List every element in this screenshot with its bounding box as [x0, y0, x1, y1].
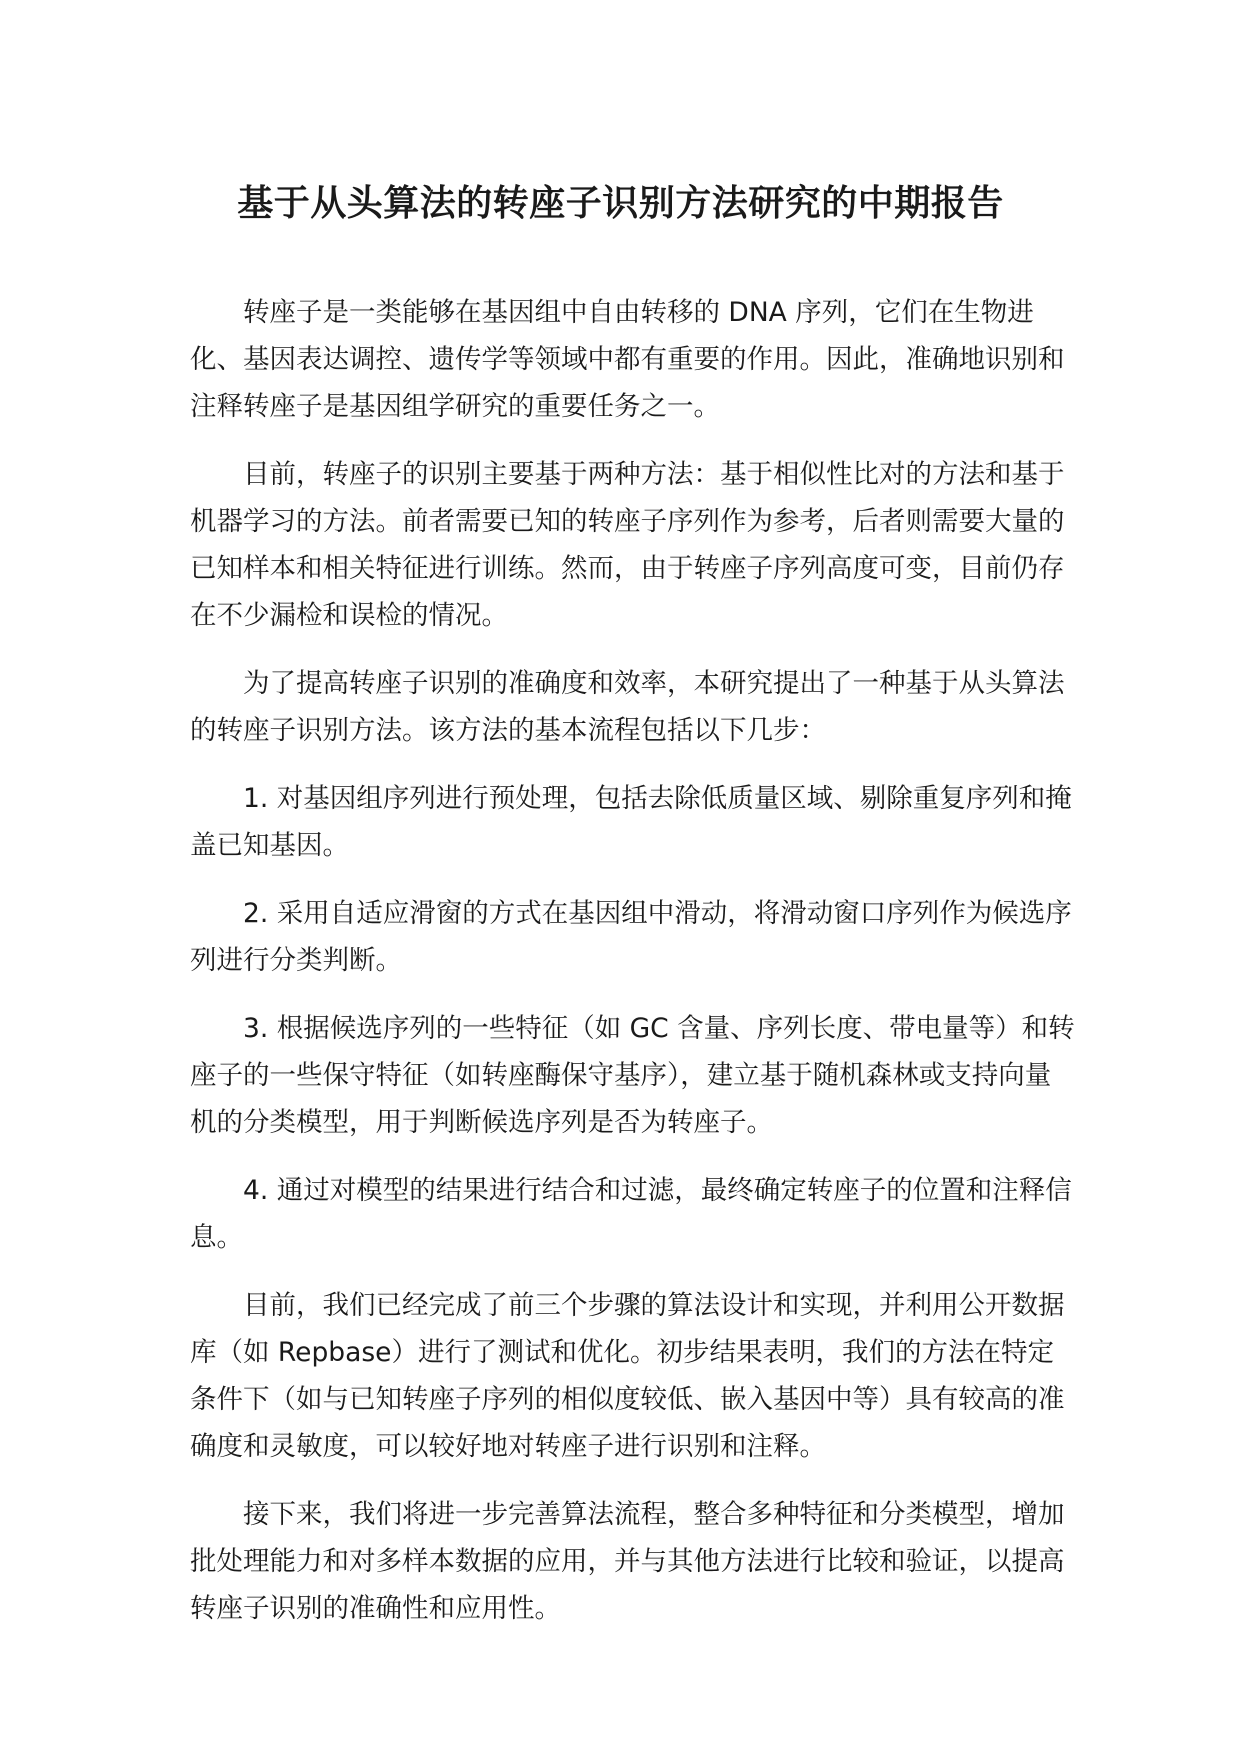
paragraph-step-3: 3. 根据候选序列的一些特征（如 GC 含量、序列长度、带电量等）和转座子的一些保守特征（如转座酶保守基序），建立基于随机森林或支持向量机的分类模型，用于判断候选序列是否为转座子。 — [190, 1013, 1075, 1138]
paragraph-current-methods: 目前，转座子的识别主要基于两种方法：基于相似性比对的方法和基于机器学习的方法。前者需要已知的转座子序列作为参考，后者则需要大量的已知样本和相关特征进行训练。然而，由于转座子序列高度可变，目前仍存在不少漏检和误检的情况。 — [190, 459, 1065, 631]
paragraph-next-steps: 接下来，我们将进一步完善算法流程，整合多种特征和分类模型，增加批处理能力和对多样本数据的应用，并与其他方法进行比较和验证，以提高转座子识别的准确性和应用性。 — [190, 1499, 1065, 1624]
paragraph-step-2: 2. 采用自适应滑窗的方式在基因组中滑动，将滑动窗口序列作为候选序列进行分类判断。 — [190, 898, 1072, 976]
document-body — [190, 289, 1077, 1653]
paragraph-step-4: 4. 通过对模型的结果进行结合和过滤，最终确定转座子的位置和注释信息。 — [190, 1175, 1072, 1253]
paragraph-intro: 转座子是一类能够在基因组中自由转移的 DNA 序列，它们在生物进化、基因表达调控、遗传学等领域中都有重要的作用。因此，准确地识别和注释转座子是基因组学研究的重要任务之一。 — [190, 297, 1065, 422]
document-title: 基于从头算法的转座子识别方法研究的中期报告 — [237, 183, 1004, 224]
paragraph-step-1: 1. 对基因组序列进行预处理，包括去除低质量区域、剔除重复序列和掩盖已知基因。 — [190, 783, 1072, 861]
paragraph-proposed-method: 为了提高转座子识别的准确度和效率，本研究提出了一种基于从头算法的转座子识别方法。该方法的基本流程包括以下几步： — [190, 668, 1065, 746]
paragraph-progress: 目前，我们已经完成了前三个步骤的算法设计和实现，并利用公开数据库（如 Repbase）进行了测试和优化。初步结果表明，我们的方法在特定条件下（如与已知转座子序列的相似度较低、嵌入基因中等）具有较高的准确度和灵敏度，可以较好地对转座子进行识别和注释。 — [190, 1290, 1065, 1462]
